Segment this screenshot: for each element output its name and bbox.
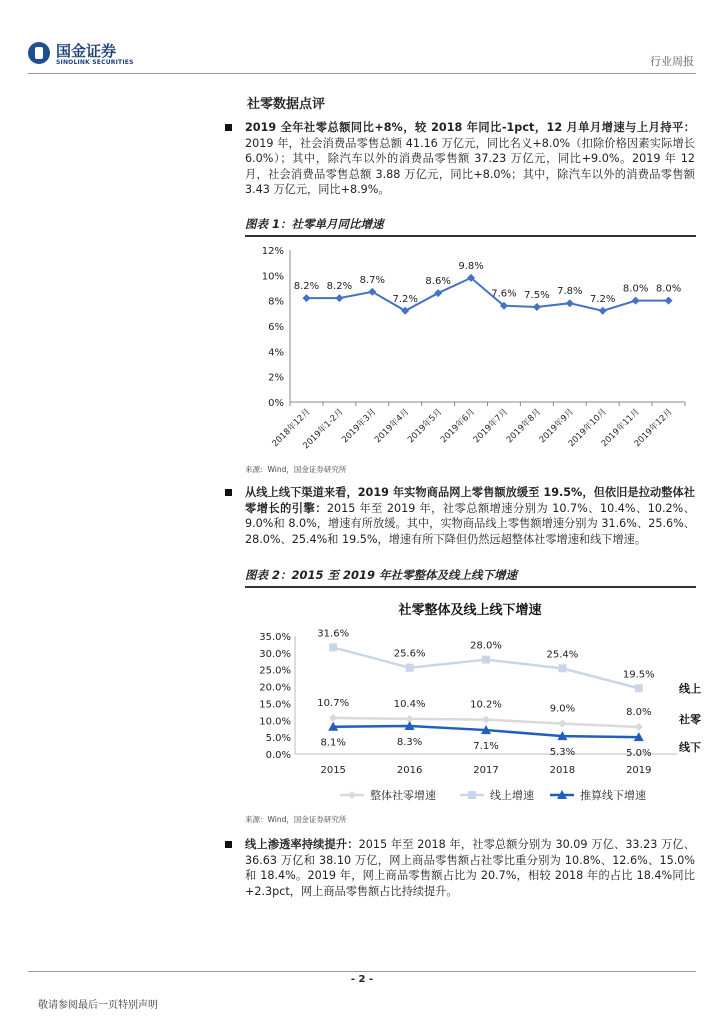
y-tick-label: 4% (268, 347, 284, 359)
chart-title: 社零整体及线上线下增速 (398, 603, 542, 618)
data-label: 19.5% (622, 669, 655, 681)
paragraph-2 (245, 485, 695, 547)
data-point (635, 684, 643, 692)
data-label: 25.4% (546, 649, 579, 661)
disclaimer-note: 敬请参阅最后一页特别声明 (38, 1000, 158, 1011)
x-tick-label: 2019年7月 (471, 407, 511, 446)
data-point (329, 643, 337, 651)
x-tick-label: 2019 (626, 765, 652, 776)
data-point (558, 664, 566, 672)
data-point (635, 723, 643, 731)
x-tick-label: 2019年1-2月 (301, 407, 346, 452)
data-label: 5.0% (626, 748, 652, 760)
data-label: 8.1% (320, 737, 346, 749)
figure-1-title: 图表 1：社零单月同比增速 (245, 216, 696, 237)
x-tick-label: 2018年12月 (270, 407, 313, 450)
data-label: 31.6% (317, 628, 350, 640)
data-point (482, 656, 490, 664)
report-type-label: 行业周报 (650, 55, 694, 68)
data-point (348, 791, 356, 799)
logo-text-en: SINOLINK SECURITIES (56, 59, 134, 66)
y-tick-label: 25.0% (259, 665, 291, 677)
x-tick-label: 2015 (320, 765, 346, 776)
x-tick-label: 2018 (549, 765, 576, 776)
data-label: 7.8% (557, 286, 583, 298)
x-tick-label: 2019年3月 (340, 407, 379, 446)
figure-1-source: 来源：Wind，国金证券研究所 (245, 465, 347, 474)
figure-1-chart (245, 238, 696, 460)
x-tick-label: 2019年9月 (537, 407, 576, 446)
paragraph-2-lead: 从线上线下渠道来看，2019 年实物商品网上零售额放缓至 19.5%，但依旧是拉动整体社零增长的引擎： (245, 486, 695, 515)
data-label: 8.3% (396, 737, 423, 749)
y-tick-label: 0.0% (265, 750, 291, 761)
data-label: 8.6% (425, 276, 451, 288)
y-tick-label: 10% (261, 271, 284, 283)
paragraph-3-lead: 线上渗透率持续提升： (245, 838, 359, 851)
bullet-icon (225, 489, 232, 496)
y-tick-label: 2% (268, 372, 284, 384)
y-tick-label: 10.0% (259, 716, 291, 728)
data-point (482, 716, 490, 724)
y-tick-label: 6% (268, 322, 284, 333)
data-label: 10.4% (393, 698, 426, 710)
legend-label: 推算线下增速 (580, 789, 646, 802)
header-divider (28, 73, 696, 74)
data-label: 8.0% (655, 283, 682, 295)
data-label: 8.2% (293, 281, 320, 293)
x-tick-label: 2019年12月 (632, 407, 675, 450)
figure-2-source: 来源：Wind，国金证券研究所 (245, 815, 347, 824)
y-tick-label: 20.0% (259, 682, 291, 694)
series-end-label: 社零 (679, 713, 701, 727)
x-tick-label: 2019年10月 (566, 407, 609, 450)
x-tick-label: 2019年6月 (438, 407, 478, 446)
series-line (333, 647, 639, 688)
data-point (434, 289, 442, 297)
y-tick-label: 35.0% (259, 632, 291, 643)
y-tick-label: 8% (268, 296, 284, 308)
data-label: 9.0% (549, 703, 576, 715)
x-tick-label: 2019年4月 (373, 407, 412, 446)
x-tick-label: 2019年8月 (504, 407, 543, 446)
legend-label: 整体社零增速 (370, 789, 436, 802)
data-label: 10.7% (317, 697, 350, 709)
x-tick-label: 2019年11月 (599, 407, 642, 450)
data-label: 9.8% (458, 260, 484, 272)
data-label: 7.5% (524, 290, 550, 301)
paragraph-1-text: 2019 年，社会消费品零售总额 41.16 万亿元，同比名义+8.0%（扣除价格因素实际增长 6.0%）；其中，除汽车以外的消费品零售额 37.23 万亿元，同比+9.0%。2019 年 12 月，社会消费品零售总额 3.88 万亿元，同比+8.0%；其中，除汽车以外的消费品零售额 3.43 万亿元，同比+8.9%。 (245, 136, 695, 196)
data-point (406, 664, 414, 672)
series-end-label: 线下 (679, 741, 701, 755)
bullet-icon (225, 841, 232, 848)
figure-2-chart (245, 592, 701, 810)
paragraph-3 (245, 837, 695, 899)
data-point (401, 307, 409, 315)
x-tick-label: 2016 (396, 765, 423, 776)
data-label: 8.0% (626, 707, 652, 719)
data-label: 8.7% (359, 274, 385, 286)
data-label: 7.6% (491, 288, 517, 300)
paragraph-3-text: 2015 年至 2018 年，社零总额分别为 30.09 万亿、33.23 万亿、36.63 万亿和 38.10 万亿，网上商品零售额占社零比重分别为 10.8%、12.6%、15.0%和 18.4%。2019 年，网上商品零售额占比为 20.7%，相较 2018 年的占比 18.4%同比+2.3pct，网上商品零售额占比持续提升。 (245, 838, 695, 898)
paragraph-1 (245, 120, 695, 198)
data-point (368, 288, 376, 296)
data-point (558, 720, 566, 728)
series-end-label: 线上 (679, 682, 701, 696)
paragraph-2-text: 2015 年至 2019 年，社零总额增速分别为 10.7%、10.4%、10.2%、9.0%和 8.0%，增速有所放缓。其中，实物商品线上零售额增速分别为 31.6%、25.6%、28.0%、25.4%和 19.5%，增速有所下降但仍然远超整体社零增速和线下增速。 (245, 501, 695, 546)
data-label: 5.3% (549, 747, 576, 759)
data-point (566, 299, 574, 307)
data-point (632, 297, 640, 305)
data-point (599, 307, 607, 315)
data-point (468, 791, 476, 799)
logo-text-cn: 国金证券 (56, 42, 117, 60)
bullet-icon (225, 124, 232, 131)
y-tick-label: 0% (268, 398, 284, 409)
x-tick-label: 2017 (473, 765, 499, 776)
data-label: 8.2% (326, 281, 353, 293)
y-tick-label: 15.0% (259, 699, 291, 711)
footer-divider (28, 971, 696, 972)
data-point (533, 303, 541, 311)
data-label: 28.0% (470, 640, 502, 652)
data-point (665, 297, 673, 305)
y-tick-label: 12% (261, 246, 284, 257)
data-label: 8.0% (622, 283, 649, 295)
data-point (335, 294, 343, 302)
data-label: 10.2% (470, 699, 502, 711)
y-tick-label: 5.0% (265, 733, 291, 745)
data-label: 25.6% (393, 648, 426, 660)
legend-label: 线上增速 (490, 789, 534, 802)
data-point (329, 714, 337, 722)
company-logo-icon (28, 42, 50, 64)
data-label: 7.2% (392, 293, 418, 305)
data-point (302, 294, 310, 302)
figure-2-title: 图表 2：2015 至 2019 年社零整体及线上线下增速 (245, 567, 696, 588)
data-label: 7.2% (590, 293, 616, 305)
page-number: - 2 - (350, 974, 374, 985)
data-label: 7.1% (473, 741, 499, 753)
paragraph-1-lead: 2019 全年社零总额同比+8%，较 2018 年同比-1pct，12 月单月增速与上月持平： (245, 121, 695, 134)
section-title: 社零数据点评 (247, 97, 326, 112)
x-tick-label: 2019年5月 (406, 407, 445, 446)
y-tick-label: 30.0% (259, 648, 291, 660)
